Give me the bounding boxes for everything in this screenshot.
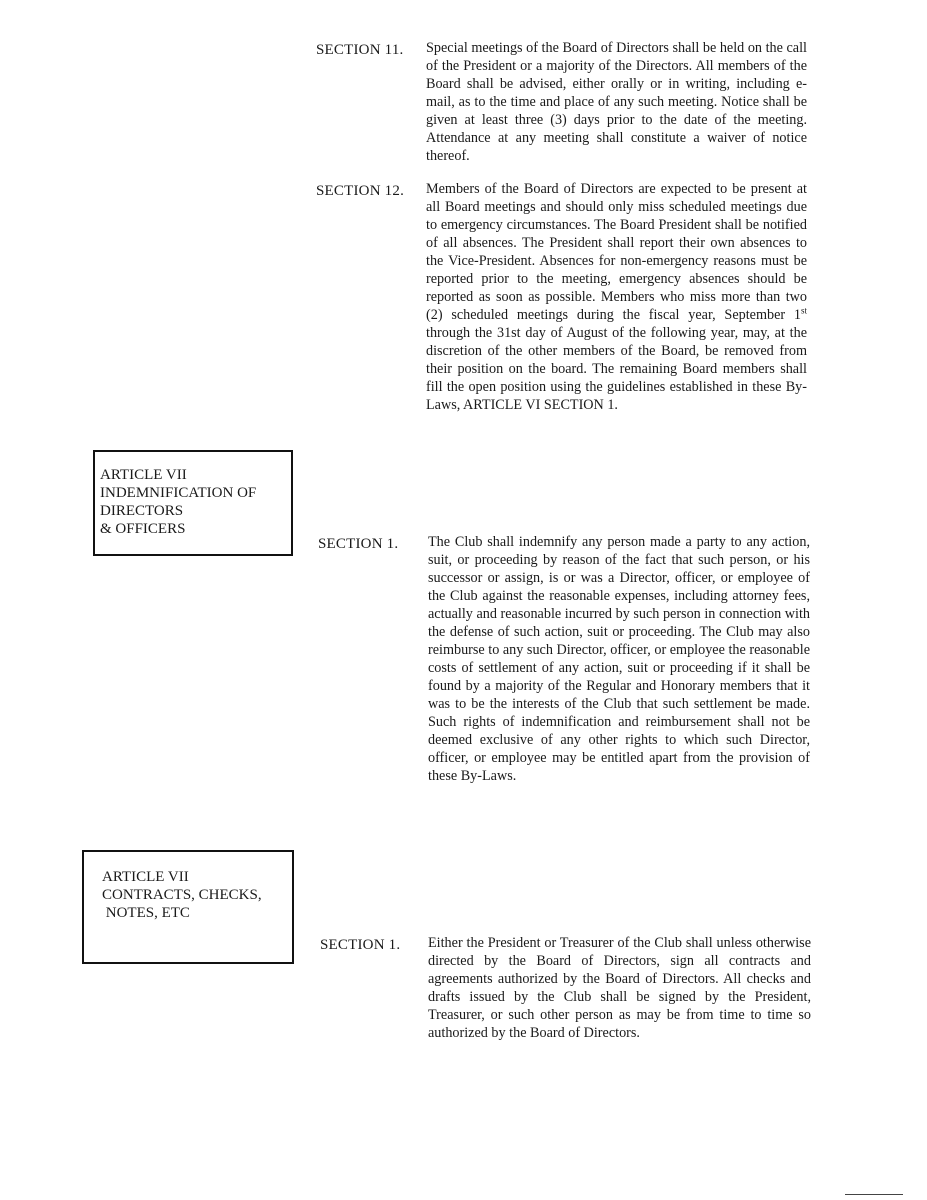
article-contracts-heading-line-1: ARTICLE VII <box>102 869 189 885</box>
article-indemnification-heading-line-3: DIRECTORS <box>100 503 184 519</box>
article-indemnification-heading-box <box>93 450 293 556</box>
section-12-text-part-1: Members of the Board of Directors are expected to be present at all Board meetings and should only miss scheduled meetings due to emergency circumstances. The Board President shall be notified of all absences. The President shall report their own absences to the Vice-President. Absences for non-emergency reasons must be reported prior to the meeting, emergency absences should be reported as soon as possible. Members who miss more than two (2) scheduled meetings during the fiscal year, September 1 <box>426 181 807 323</box>
article-indemnification-heading-line-2: INDEMNIFICATION OF <box>100 485 257 501</box>
indemnification-section-1-label: SECTION 1. <box>318 536 399 552</box>
contracts-section-1-text: Either the President or Treasurer of the Club shall unless otherwise directed by the Board of Directors, sign all contracts and agreements authorized by the Board of Directors. All checks and drafts issued by the Club shall be signed by the President, Treasurer, or such other person as may be from time to time so authorized by the Board of Directors. <box>428 935 811 1041</box>
section-11-label: SECTION 11. <box>316 42 404 58</box>
section-12-label: SECTION 12. <box>316 183 405 199</box>
section-12-text <box>426 180 807 414</box>
article-contracts-heading-box <box>82 850 294 964</box>
ordinal-superscript: st <box>800 305 807 316</box>
article-indemnification-heading-line-1: ARTICLE VII <box>100 467 187 483</box>
article-contracts-heading-line-3: NOTES, ETC <box>102 905 190 921</box>
article-contracts-heading-line-2: CONTRACTS, CHECKS, <box>102 887 262 903</box>
section-11-text: Special meetings of the Board of Directors shall be held on the call of the President or a majority of the Directors. All members of the Board shall be advised, either orally or in writing, including e-mail, as to the time and place of any such meeting. Notice shall be given at least three (3) days prior to the date of the meeting. Attendance at any meeting shall constitute a waiver of notice thereof. <box>426 40 807 164</box>
scan-mark-line <box>845 1194 903 1195</box>
contracts-section-1-label: SECTION 1. <box>320 937 401 953</box>
indemnification-section-1-text: The Club shall indemnify any person made a party to any action, suit, or proceeding by reason of the fact that such person, or his successor or assign, is or was a Director, officer, or employee of the Club against the reasonable expenses, including attorney fees, actually and reasonable incurred by such person in connection with the defense of such action, suit or proceeding. The Club may also reimburse to any such Director, officer, or employee the reasonable costs of settlement of any action, suit or proceeding if it shall be found by a majority of the Regular and Honorary members that it was to be the interests of the Club that such settlement be made. Such rights of indemnification and reimbursement shall not be deemed exclusive of any other rights to which such Director, officer, or employee may be entitled apart from the provision of these By-Laws. <box>428 534 810 784</box>
section-12-text-part-2: through the 31st day of August of the following year, may, at the discretion of the other members of the Board, be removed from their position on the board. The remaining Board members shall fill the open position using the guidelines established in these By-Laws, ARTICLE VI SECTION 1. <box>426 325 807 413</box>
article-indemnification-heading-line-4: & OFFICERS <box>100 521 186 537</box>
